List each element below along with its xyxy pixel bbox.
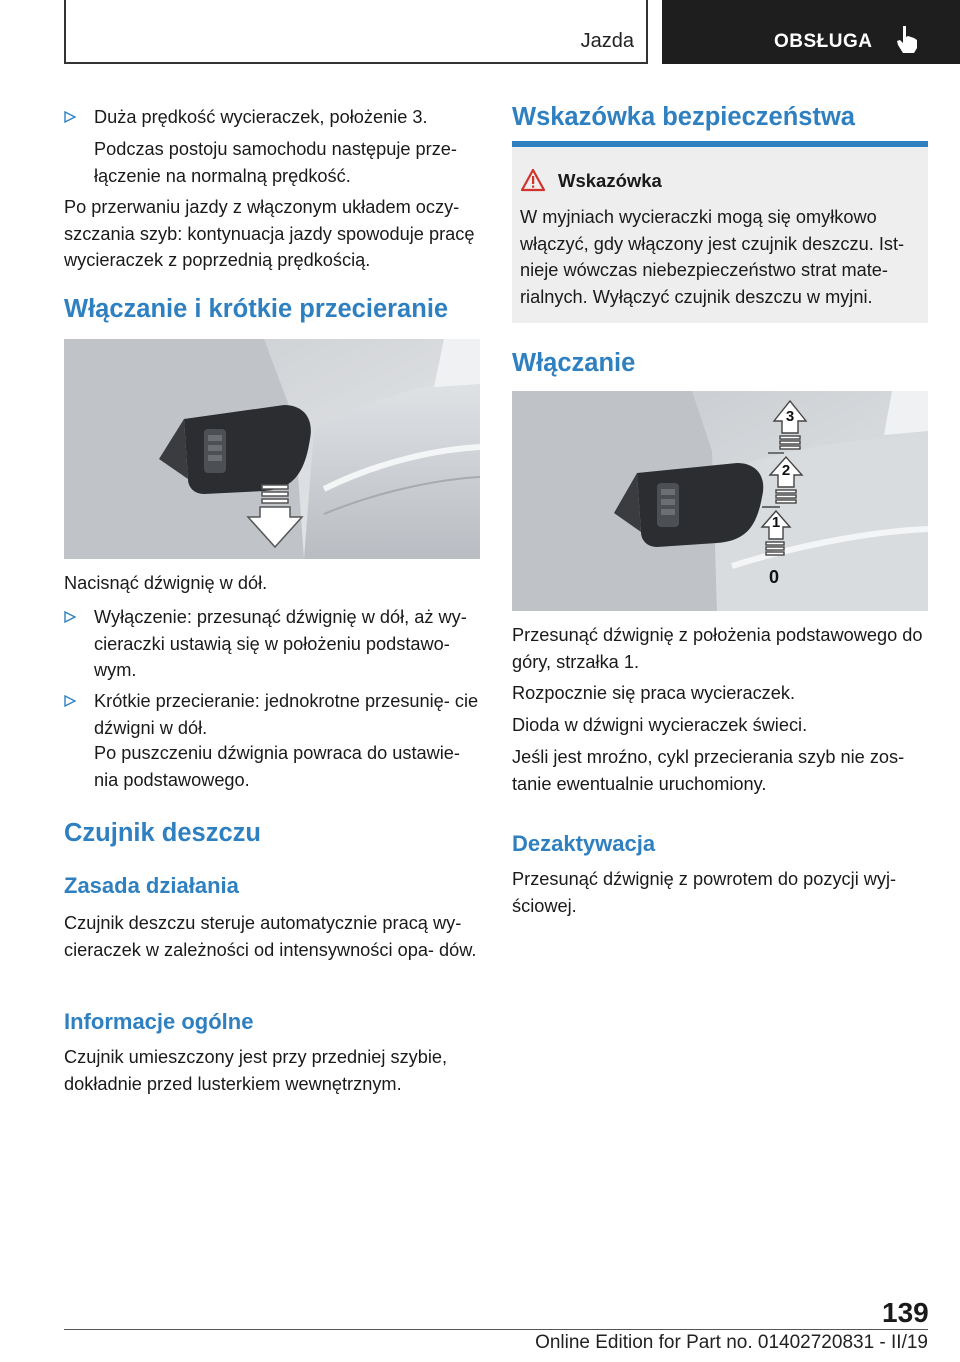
- section-title: Jazda: [580, 30, 634, 52]
- page-number: 139: [882, 1297, 929, 1328]
- warning-triangle-icon: [520, 168, 546, 192]
- paragraph: Przesunąć dźwignię z położenia podstawowego do góry, strzałka 1.: [512, 625, 923, 672]
- wiper-lever-down-image: [64, 339, 480, 559]
- bullet-item: [64, 104, 484, 134]
- paragraph: Przesunąć dźwignię z powrotem do pozycji wyj‐ ściowej.: [512, 869, 897, 916]
- position-label: 1: [771, 514, 781, 531]
- bullet-item: [64, 688, 484, 742]
- header-left-box: [64, 0, 648, 64]
- bullet-text: Krótkie przecieranie: jednokrotne przesunię‐ cie dźwigni w dół.: [94, 691, 479, 738]
- heading-informacje-ogolne: Informacje ogólne: [64, 1009, 254, 1034]
- position-label: 0: [768, 567, 780, 587]
- bullet-subtext: Podczas postoju samochodu następuje prze‐ łączenie na normalną prędkość.: [94, 139, 457, 186]
- bullet-triangle-icon: [64, 695, 76, 707]
- bullet-item: [64, 604, 484, 684]
- bullet-triangle-icon: [64, 611, 76, 623]
- warning-text: W myjniach wycieraczki mogą się omyłkowo włączyć, gdy włączony jest czujnik deszczu. Ist‐ nieje wówczas niebezpieczeństwo strat mate‐ rialnych. Wyłączyć czujnik deszczu w myjni.: [520, 207, 905, 307]
- paragraph: Czujnik umieszczony jest przy przedniej szybie, dokładnie przed lusterkiem wewnętrznym.: [64, 1047, 448, 1094]
- position-label: 2: [781, 462, 791, 479]
- bullet-text: Duża prędkość wycieraczek, położenie 3.: [94, 107, 428, 127]
- header-chapter-tab: [662, 0, 960, 64]
- bullet-triangle-icon: [64, 111, 76, 123]
- bullet-text: Wyłączenie: przesunąć dźwignię w dół, aż wy‐ cieraczki ustawią się w położeniu podstawo‐ wym.: [94, 607, 467, 680]
- paragraph: Po przerwaniu jazdy z włączonym układem oczy‐ szczania szyb: kontynuacja jazdy spowoduje pracę wycieraczek z poprzednią prędkością.: [64, 197, 475, 270]
- paragraph: Czujnik deszczu steruje automatycznie pracą wy‐ cieraczek w zależności od intensywności opa‐ dów.: [64, 913, 477, 960]
- chapter-title: OBSŁUGA: [774, 31, 873, 52]
- heading-czujnik-deszczu: Czujnik deszczu: [64, 819, 261, 847]
- heading-wskazowka-bezpieczenstwa: Wskazówka bezpieczeństwa: [512, 103, 855, 131]
- heading-wlaczanie-przecieranie: Włączanie i krótkie przecieranie: [64, 295, 449, 323]
- position-label: 3: [785, 408, 795, 425]
- paragraph: Jeśli jest mroźno, cykl przecierania szyb nie zos‐ tanie ewentualnie uruchomiony.: [512, 747, 905, 794]
- pointing-hand-icon: [894, 24, 920, 54]
- heading-zasada-dzialania: Zasada działania: [64, 873, 239, 898]
- edition-note: Online Edition for Part no. 01402720831 - II/19: [535, 1332, 928, 1353]
- paragraph: Dioda w dźwigni wycieraczek świeci.: [512, 715, 808, 735]
- bullet-subtext: Po puszczeniu dźwignia powraca do ustawie‐ nia podstawowego.: [94, 743, 460, 790]
- footer-rule: [64, 1329, 928, 1330]
- warning-title: Wskazówka: [558, 170, 662, 191]
- heading-dezaktywacja: Dezaktywacja: [512, 831, 656, 856]
- paragraph: Rozpocznie się praca wycieraczek.: [512, 683, 796, 703]
- heading-wlaczanie: Włączanie: [512, 349, 636, 377]
- paragraph: Nacisnąć dźwignię w dół.: [64, 573, 268, 593]
- wiper-lever-up-image: [512, 391, 928, 611]
